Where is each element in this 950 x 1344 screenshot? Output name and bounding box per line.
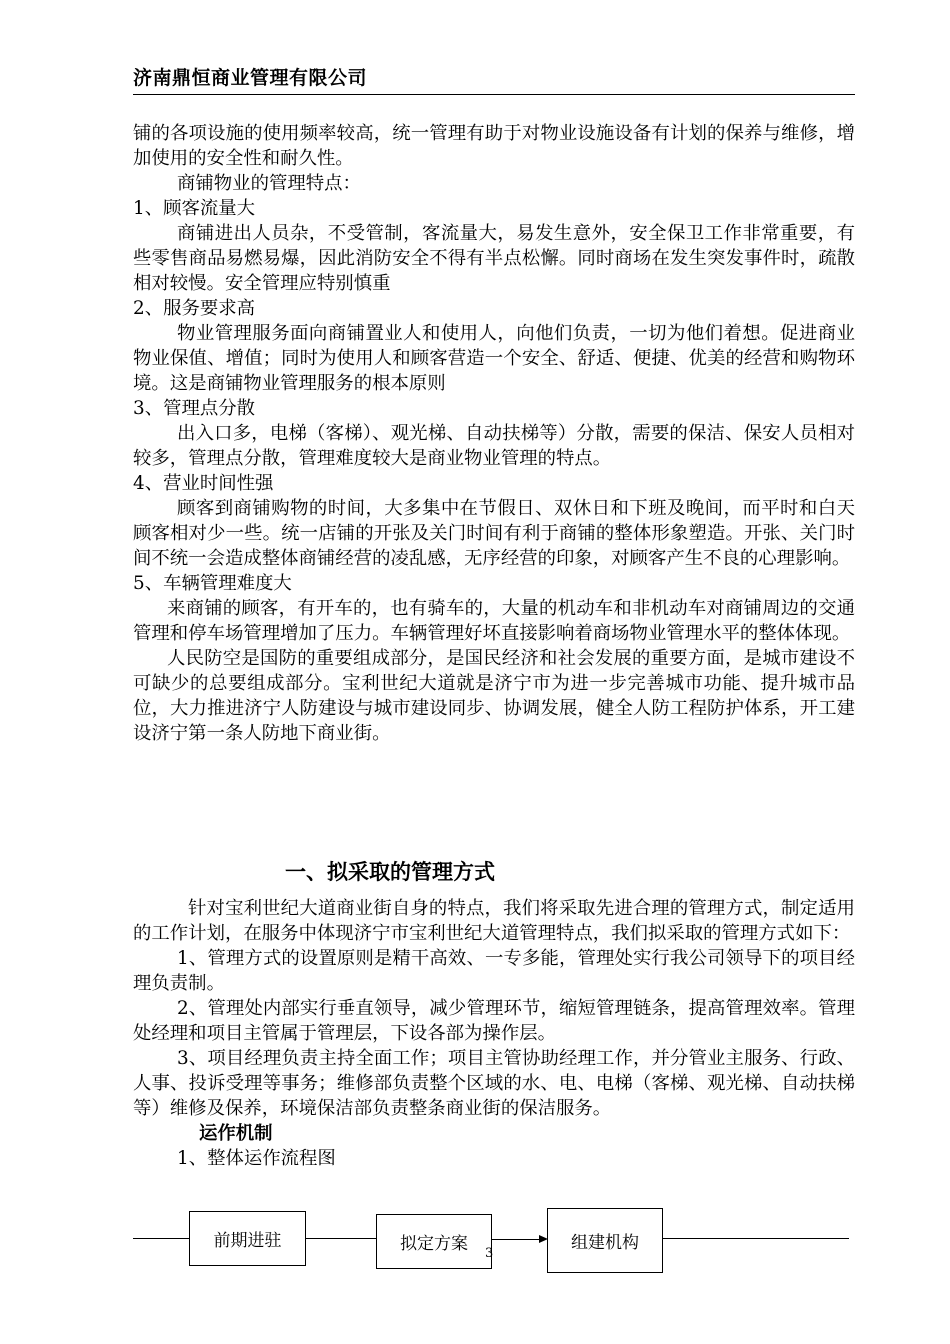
paragraph: 针对宝利世纪大道商业街自身的特点，我们将采取先进合理的管理方式，制定适用的工作计划，在服务中体现济宁市宝利世纪大道管理特点，我们拟采取的管理方式如下： [133,898,855,944]
flow-box: 组建机构 [547,1208,663,1273]
list-heading: 2、服务要求高 [133,298,256,319]
paragraph: 顾客到商铺购物的时间，大多集中在节假日、双休日和下班及晚间，而平时和白天顾客相对少一些。统一店铺的开张及关门时间有利于商铺的整体形象塑造。开张、关门时间不统一会造成整体商铺经营的凌乱感，无序经营的印象，对顾客产生不良的心理影响。 [133,498,855,569]
paragraph: 商铺进出人员杂，不受管制，客流量大，易发生意外，安全保卫工作非常重要，有些零售商品易燃易爆，因此消防安全不得有半点松懈。同时商场在发生突发事件时，疏散相对较慢。安全管理应特别慎重 [133,223,855,294]
paragraph: 3、项目经理负责主持全面工作；项目主管协助经理工作，并分管业主服务、行政、人事、投诉受理等事务；维修部负责整个区域的水、电、电梯（客梯、观光梯、自动扶梯等）维修及保养，环境保洁部负责整条商业街的保洁服务。 [133,1048,855,1119]
page-number: 3 [485,1246,494,1261]
list-heading: 1、顾客流量大 [133,198,256,219]
list-heading: 4、营业时间性强 [133,473,274,494]
section-body [133,896,855,1171]
company-header: 济南鼎恒商业管理有限公司 [133,67,368,89]
flow-title: 1、整体运作流程图 [177,1148,336,1169]
list-heading: 3、管理点分散 [133,398,256,419]
header-divider [133,94,855,95]
flow-box: 前期进驻 [189,1211,306,1266]
body-text [133,121,855,746]
flow-box: 拟定方案 [376,1214,492,1269]
flow-connector [306,1238,376,1239]
paragraph: 来商铺的顾客，有开车的，也有骑车的，大量的机动车和非机动车对商铺周边的交通管理和停车场管理增加了压力。车辆管理好坏直接影响着商场物业管理水平的整体体现。 [133,598,855,644]
flow-connector [133,1238,189,1239]
paragraph: 人民防空是国防的重要组成部分，是国民经济和社会发展的重要方面，是城市建设不可缺少的总要组成部分。宝利世纪大道就是济宁市为进一步完善城市功能、提升城市品位，大力推进济宁人防建设与城市建设同步、协调发展，健全人防工程防护体系，开工建设济宁第一条人防地下商业街。 [133,648,855,744]
paragraph: 出入口多，电梯（客梯）、观光梯、自动扶梯等）分散，需要的保洁、保安人员相对较多，管理点分散，管理难度较大是商业物业管理的特点。 [133,423,855,469]
paragraph: 物业管理服务面向商铺置业人和使用人，向他们负责，一切为他们着想。促进商业物业保值、增值；同时为使用人和顾客营造一个安全、舒适、便捷、优美的经营和购物环境。这是商铺物业管理服务的根本原则 [133,323,855,394]
section-heading: 一、拟采取的管理方式 [285,860,495,884]
paragraph: 2、管理处内部实行垂直领导，减少管理环节，缩短管理链条，提高管理效率。管理处经理和项目主管属于管理层，下设各部为操作层。 [133,998,855,1044]
subheading: 运作机制 [199,1123,273,1144]
flow-connector [663,1238,849,1239]
list-heading: 5、车辆管理难度大 [133,573,292,594]
paragraph: 1、管理方式的设置原则是精干高效、一专多能，管理处实行我公司领导下的项目经理负责制。 [133,948,855,994]
paragraph: 铺的各项设施的使用频率较高，统一管理有助于对物业设施设备有计划的保养与维修，增加使用的安全性和耐久性。 [133,123,855,169]
paragraph-intro: 商铺物业的管理特点： [177,173,361,194]
flow-connector [492,1239,540,1240]
